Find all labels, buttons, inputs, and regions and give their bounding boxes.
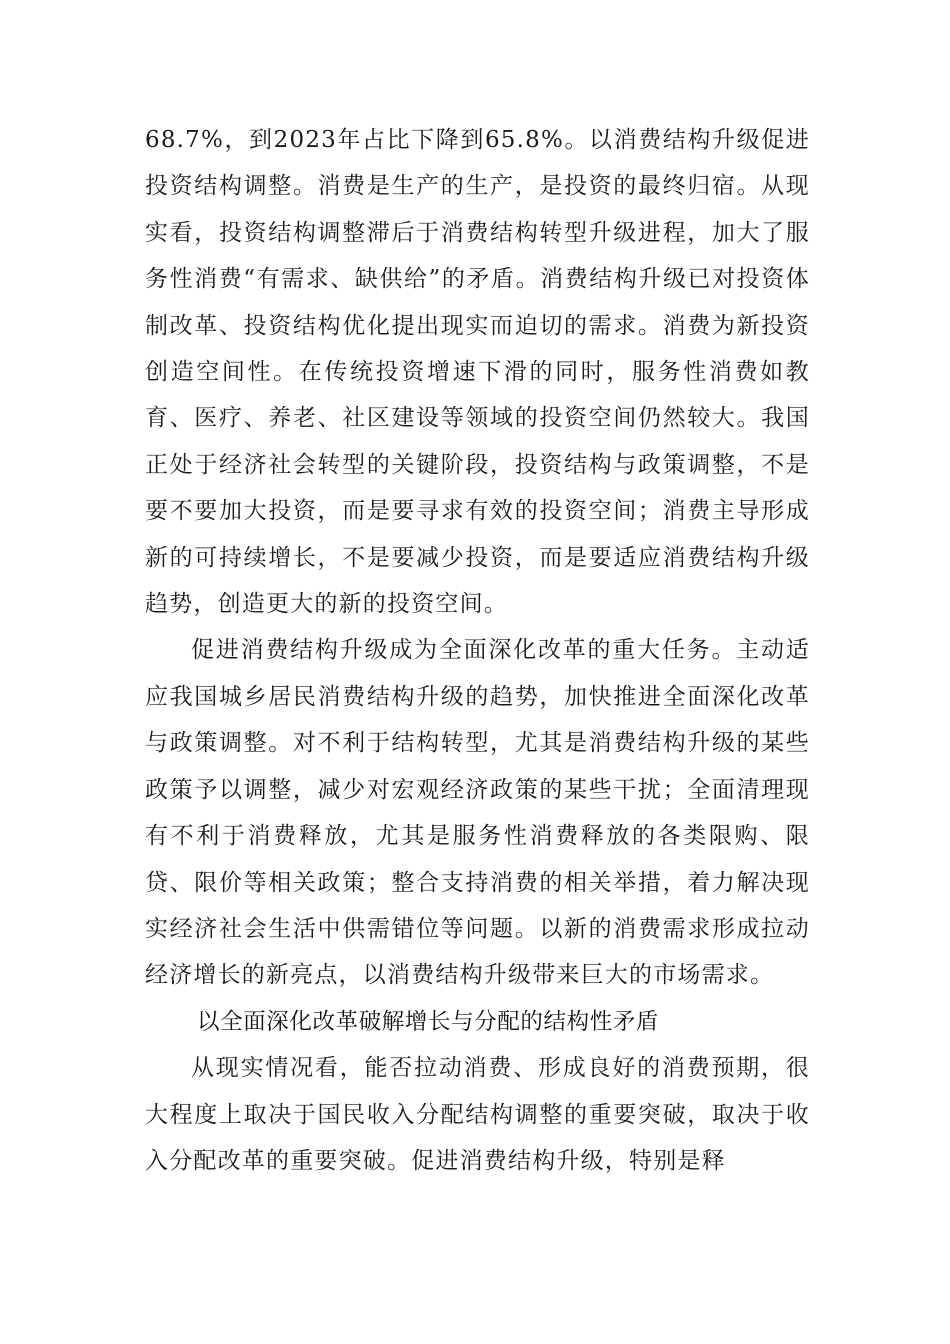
section-heading: 以全面深化改革破解增长与分配的结构性矛盾: [197, 1008, 660, 1035]
paragraph-investment-structure: 68.7%，到2023年占比下降到65.8%。以消费结构升级促进投资结构调整。消费是生产的生产，是投资的最终归宿。从现实看，投资结构调整滞后于消费结构转型升级进程，加大了服务性消费“有需求、缺供给”的矛盾。消费结构升级已对投资体制改革、投资结构优化提出现实而迫切的需求。消费为新投资创造空间性。在传统投资增速下滑的同时，服务性消费如教育、医疗、养老、社区建设等领域的投资空间仍然较大。我国正处于经济社会转型的关键阶段，投资结构与政策调整，不是要不要加大投资，而是要寻求有效的投资空间；消费主导形成新的可持续增长，不是要减少投资，而是要适应消费结构升级趋势，创造更大的新的投资空间。: [145, 127, 810, 618]
paragraph-income-distribution: 从现实情况看，能否拉动消费、形成良好的消费预期，很大程度上取决于国民收入分配结构调整的重要突破，取决于收入分配改革的重要突破。促进消费结构升级，特别是释: [145, 1055, 810, 1174]
document-body: [145, 117, 810, 1184]
paragraph-reform-task: 促进消费结构升级成为全面深化改革的重大任务。主动适应我国城乡居民消费结构升级的趋势，加快推进全面深化改革与政策调整。对不利于结构转型，尤其是消费结构升级的某些政策予以调整，减少对宏观经济政策的某些干扰；全面清理现有不利于消费释放，尤其是服务性消费释放的各类限购、限贷、限价等相关政策；整合支持消费的相关举措，着力解决现实经济社会生活中供需错位等问题。以新的消费需求形成拉动经济增长的新亮点，以消费结构升级带来巨大的市场需求。: [145, 637, 810, 989]
